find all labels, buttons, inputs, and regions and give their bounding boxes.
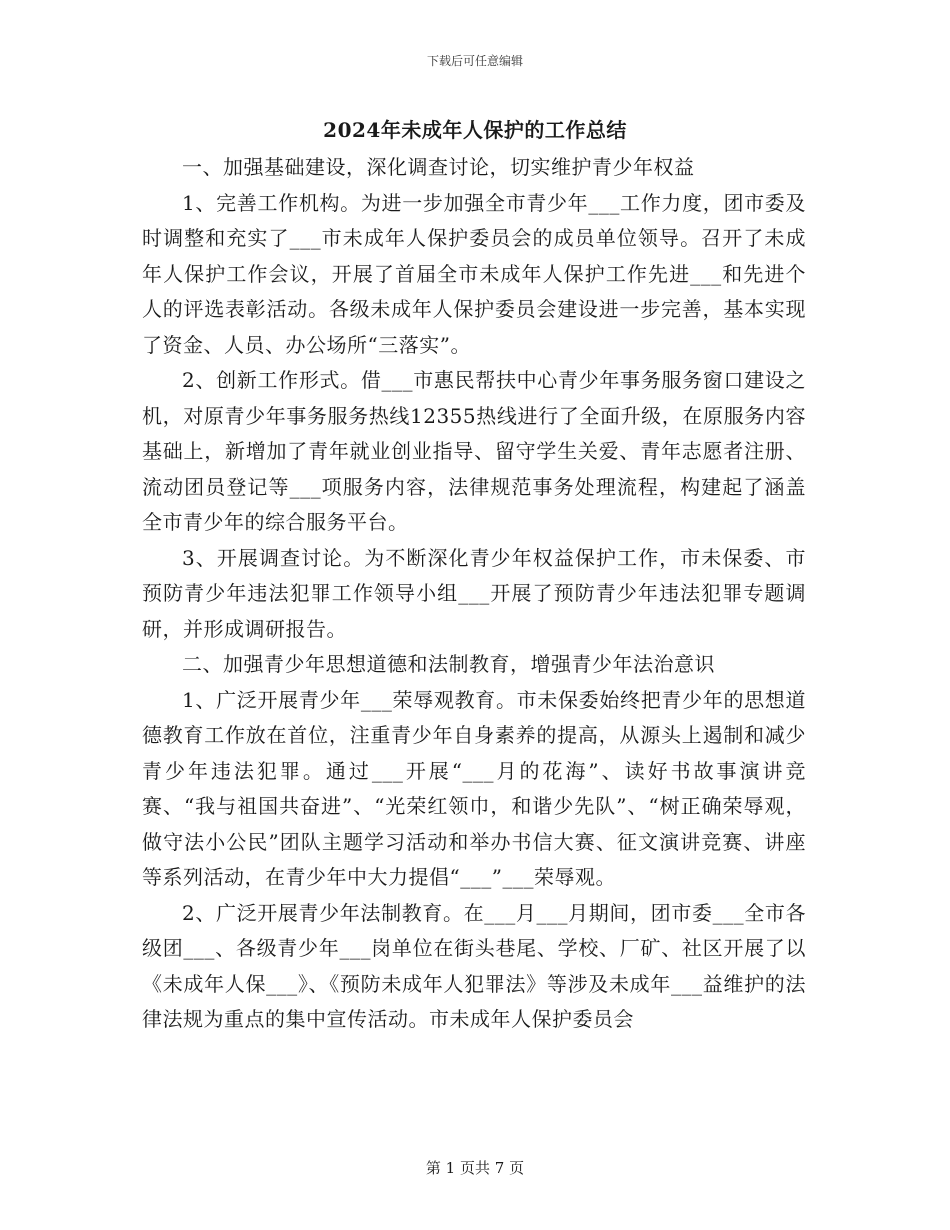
paragraph-1-3: 3、开展调查讨论。为不断深化青少年权益保护工作，市未保委、市预防青少年违法犯罪工作领导小组___开展了预防青少年违法犯罪专题调研，并形成调研报告。 bbox=[142, 545, 806, 641]
page-header-note: 下载后可任意编辑 bbox=[426, 54, 523, 68]
document-body bbox=[142, 150, 806, 1038]
section-heading-2: 二、加强青少年思想道德和法制教育，增强青少年法治意识 bbox=[182, 652, 715, 676]
paragraph-1-1: 1、完善工作机构。为进一步加强全市青少年___工作力度，团市委及时调整和充实了___市未成年人保护委员会的成员单位领导。召开了未成年人保护工作会议，开展了首届全市未成年人保护工作先进___和先进个人的评选表彰活动。各级未成年人保护委员会建设进一步完善，基本实现了资金、人员、办公场所“三落实”。 bbox=[142, 190, 806, 357]
page-number: 第 1 页共 7 页 bbox=[425, 1159, 525, 1177]
section-heading-1: 一、加强基础建设，深化调查讨论，切实维护青少年权益 bbox=[182, 155, 695, 179]
paragraph-1-2: 2、创新工作形式。借___市惠民帮扶中心青少年事务服务窗口建设之机，对原青少年事务服务热线12355热线进行了全面升级，在原服务内容基础上，新增加了青年就业创业指导、留守学生关爱、青年志愿者注册、流动团员登记等___项服务内容，法律规范事务处理流程，构建起了涵盖全市青少年的综合服务平台。 bbox=[142, 368, 806, 534]
paragraph-2-1: 1、广泛开展青少年___荣辱观教育。市未保委始终把青少年的思想道德教育工作放在首位，注重青少年自身素养的提高，从源头上遏制和减少青少年违法犯罪。通过___开展“___月的花海”、读好书故事演讲竞赛、“我与祖国共奋进”、“光荣红领巾，和谐少先队”、“树正确荣辱观，做守法小公民”团队主题学习活动和举办书信大赛、征文演讲竞赛、讲座等系列活动，在青少年中大力提倡“___”___荣辱观。 bbox=[142, 687, 806, 889]
paragraph-2-2: 2、广泛开展青少年法制教育。在___月___月期间，团市委___全市各级团___、各级青少年___岗单位在街头巷尾、学校、厂矿、社区开展了以《未成年人保___》、《预防未成年人犯罪法》等涉及未成年___益维护的法律法规为重点的集中宣传活动。市未成年人保护委员会 bbox=[142, 900, 806, 1031]
document-title: 2024年未成年人保护的工作总结 bbox=[323, 118, 627, 142]
